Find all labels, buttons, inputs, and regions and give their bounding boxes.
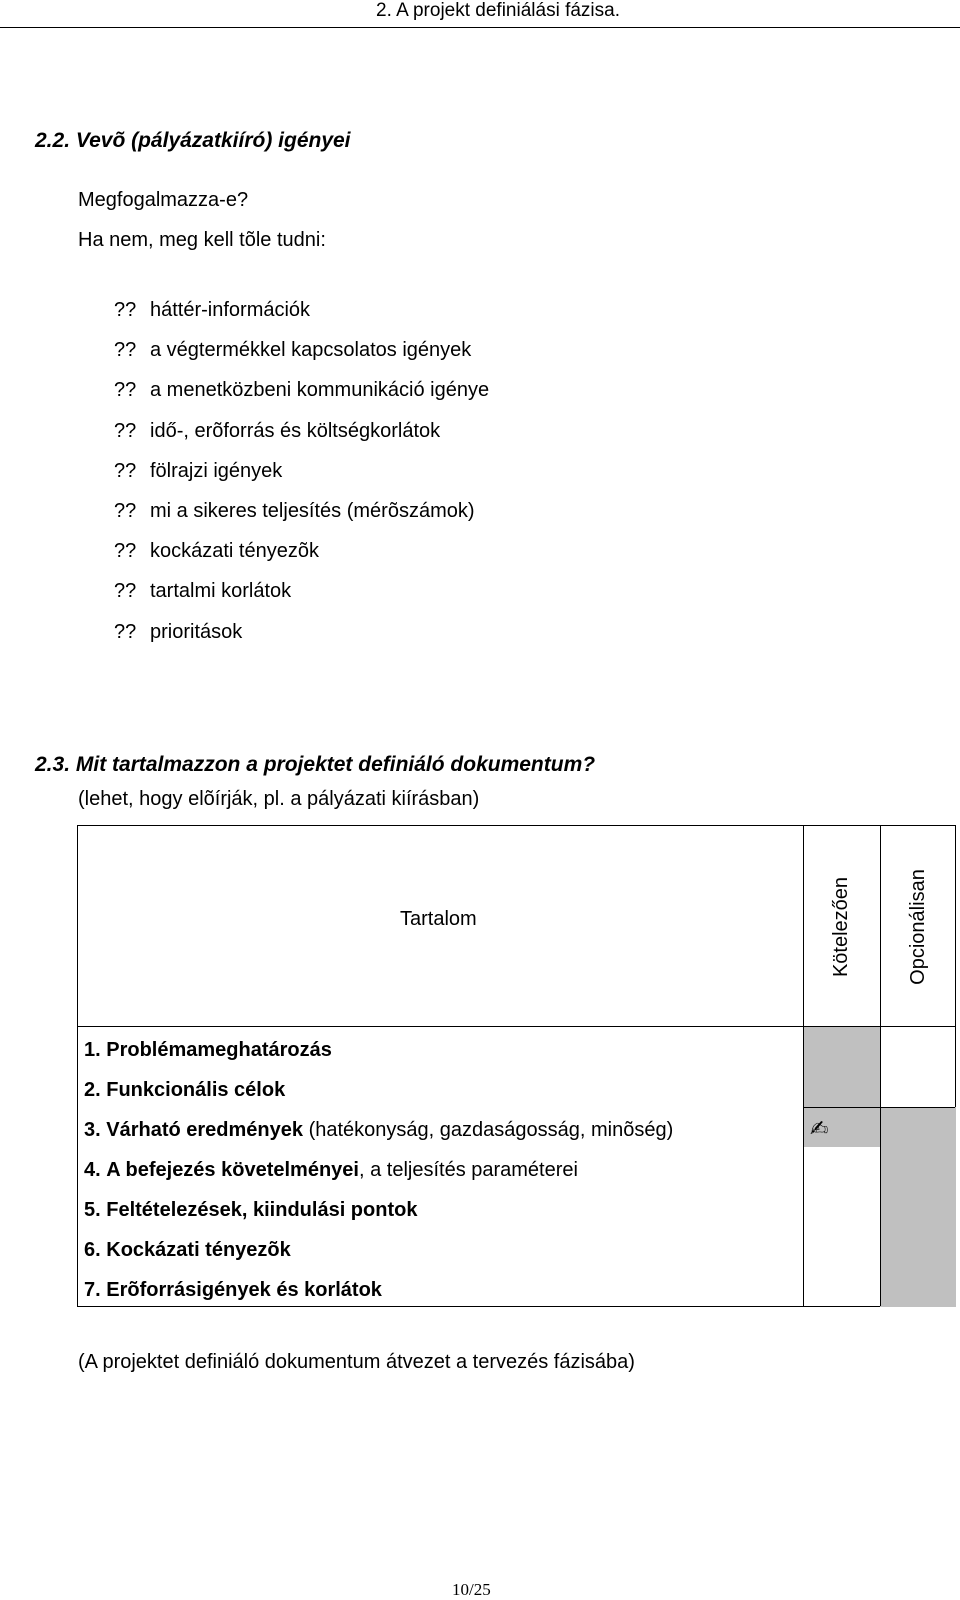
list-item-text: prioritások [150, 620, 243, 643]
section-heading-2-3: 2.3. Mit tartalmazzon a projektet definiáló dokumentum? [35, 753, 596, 776]
row-title: Funkcionális célok [106, 1079, 286, 1101]
list-item-text: a végtermékkel kapcsolatos igények [150, 339, 472, 362]
list-item-text: mi a sikeres teljesítés (mérõszámok) [150, 499, 475, 522]
column-header-mandatory: Kötelezően [830, 876, 852, 978]
row-title: Erõforrásigények és korlátok [106, 1279, 382, 1301]
list-item [114, 620, 489, 660]
list-item [114, 499, 489, 539]
table-row [84, 1158, 578, 1182]
row-number: 7. [84, 1279, 101, 1301]
bullet-marker: ?? [114, 299, 137, 321]
row-detail: , a teljesítés paraméterei [358, 1159, 578, 1181]
bullet-marker: ?? [114, 499, 137, 522]
row-title: A befejezés követelményei [106, 1159, 359, 1181]
row-divider [803, 1107, 955, 1108]
bullet-marker: ?? [114, 580, 137, 603]
list-item-text: tartalmi korlátok [150, 580, 292, 603]
list-item-text: kockázati tényezõk [150, 540, 319, 563]
needs-list [114, 298, 489, 660]
list-item-text: háttér-információk [150, 299, 311, 321]
running-header: 2. A projekt definiálási fázisa. [376, 0, 620, 21]
list-item [114, 459, 489, 499]
list-item-text: idő-, erõforrás és költségkorlátok [150, 419, 441, 442]
row-title: Várható eredmények [106, 1119, 304, 1141]
table-row [84, 1198, 417, 1222]
page-number: 10/25 [452, 1580, 491, 1599]
bullet-marker: ?? [114, 459, 137, 482]
bullet-marker: ?? [114, 540, 137, 563]
list-item-text: a menetközbeni kommunikáció igénye [150, 379, 490, 402]
list-item [114, 539, 489, 579]
list-item [114, 419, 489, 459]
row-number: 2. [84, 1079, 101, 1101]
row-detail: (hatékonyság, gazdaságosság, minõség) [303, 1119, 674, 1141]
row-title: Kockázati tényezõk [106, 1239, 291, 1261]
row-number: 1. [84, 1039, 101, 1061]
bullet-marker: ?? [114, 419, 137, 442]
table-row [84, 1038, 332, 1062]
row-number: 5. [84, 1199, 101, 1221]
table-row [84, 1278, 382, 1302]
row-title: Feltételezések, kiindulási pontok [106, 1199, 418, 1221]
list-item [114, 378, 489, 418]
column-header-content: Tartalom [400, 908, 477, 930]
table-row [84, 1238, 291, 1262]
content-table [77, 825, 956, 1307]
column-divider [880, 826, 881, 1306]
list-item [114, 298, 489, 338]
header-rule [0, 27, 960, 28]
list-item [114, 338, 489, 378]
shaded-cell-optional [880, 1107, 956, 1307]
bullet-marker: ?? [114, 339, 137, 362]
section-heading-2-2: 2.2. Vevõ (pályázatkiíró) igényei [35, 129, 351, 152]
writing-hand-icon: ✍ [810, 1117, 829, 1142]
question-text: Megfogalmazza-e? [78, 189, 249, 211]
header-divider [78, 1026, 955, 1027]
closing-note: (A projektet definiáló dokumentum átvezet a tervezés fázisába) [78, 1351, 635, 1373]
column-header-optional: Opcionálisan [907, 869, 929, 985]
followup-text: Ha nem, meg kell tõle tudni: [78, 229, 326, 251]
column-divider [803, 826, 804, 1306]
section-note: (lehet, hogy elõírják, pl. a pályázati kiírásban) [78, 788, 480, 810]
row-number: 4. [84, 1159, 101, 1181]
bullet-marker: ?? [114, 379, 137, 402]
table-row [84, 1118, 673, 1142]
list-item-text: fölrajzi igények [150, 459, 283, 482]
table-row [84, 1078, 285, 1102]
bullet-marker: ?? [114, 620, 137, 643]
row-number: 6. [84, 1239, 101, 1261]
list-item [114, 579, 489, 619]
row-title: Problémameghatározás [106, 1039, 332, 1061]
row-number: 3. [84, 1119, 101, 1141]
